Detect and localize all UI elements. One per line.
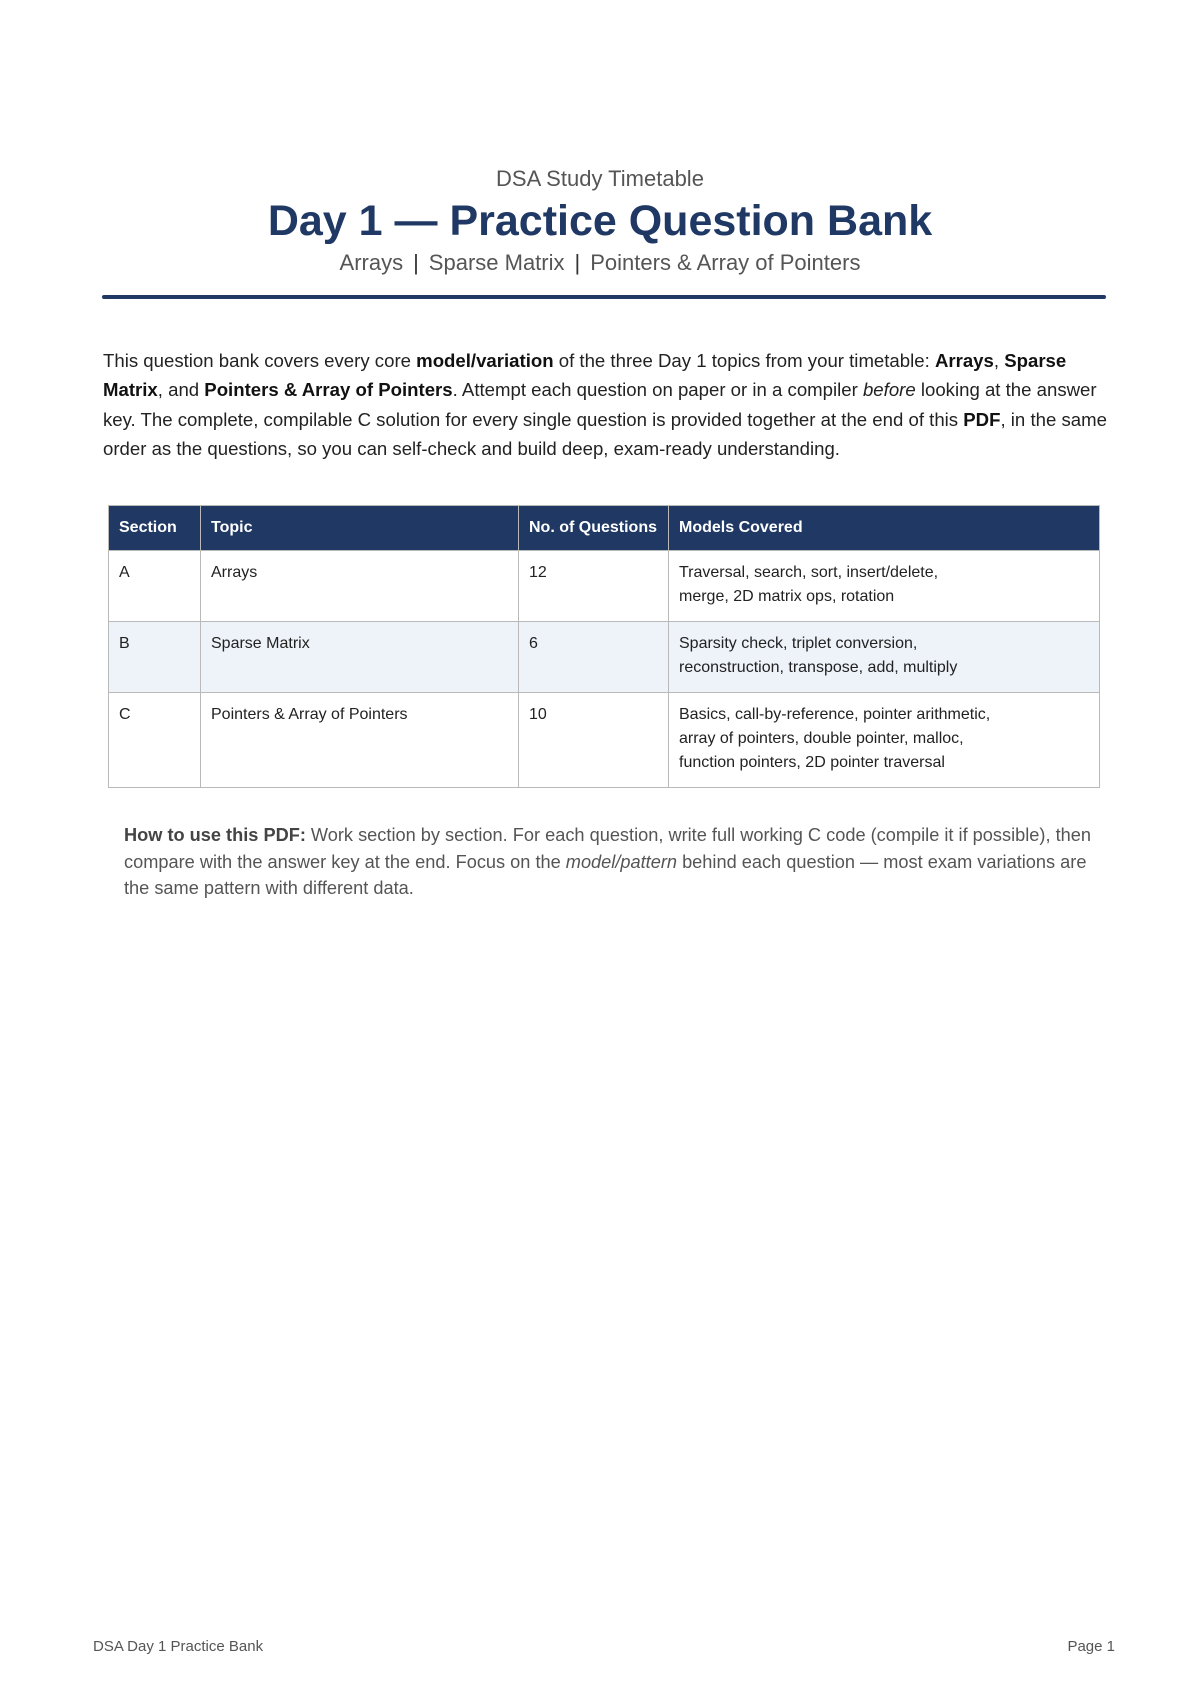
table-row [109, 622, 1100, 693]
cell-count: 10 [519, 693, 669, 788]
header-section: Section [109, 506, 201, 551]
intro-bold: Sparse Matrix [103, 349, 1067, 401]
model-line: array of pointers, double pointer, malloc, [679, 730, 964, 747]
header-count: No. of Questions [519, 506, 669, 551]
model-line: Basics, call-by-reference, pointer arithmetic, [679, 706, 991, 723]
intro-text: , [993, 349, 1005, 371]
intro-text: of the three Day 1 topics from your timetable: [553, 349, 935, 371]
model-line: merge, 2D matrix ops, rotation [679, 588, 895, 605]
header-divider [102, 295, 1106, 299]
cell-section: C [109, 693, 201, 788]
topic-sparse-matrix: Sparse Matrix [428, 250, 565, 275]
intro-italic: before [862, 379, 916, 401]
table-row [109, 551, 1100, 622]
cell-topic: Pointers & Array of Pointers [201, 693, 519, 788]
header-models: Models Covered [669, 506, 1100, 551]
cell-models [669, 622, 1100, 693]
cell-topic: Sparse Matrix [201, 622, 519, 693]
intro-text: looking at the answer key. The complete, compilable C solution for every single question is provided together at the end of this [103, 379, 1097, 430]
cell-count: 6 [519, 622, 669, 693]
model-line: Sparsity check, triplet conversion, [679, 635, 918, 652]
intro-text: , in the same order as the questions, so you can self-check and build deep, exam-ready understanding. [103, 408, 1107, 460]
topic-line [0, 250, 1200, 276]
how-to-italic: model/pattern [565, 851, 678, 872]
summary-table [108, 505, 1100, 788]
intro-paragraph [103, 346, 1113, 464]
how-to-text: behind each question — most exam variations are the same pattern with different data. [124, 851, 1087, 899]
topic-arrays: Arrays [339, 250, 404, 275]
cell-count: 12 [519, 551, 669, 622]
intro-text: , and [157, 379, 205, 401]
table-row [109, 693, 1100, 788]
cell-models [669, 551, 1100, 622]
how-to-text: Work section by section. For each question, write full working C code (compile it if possible), then compare with the answer key at the end. Focus on the [124, 825, 1091, 872]
how-to-note [124, 822, 1114, 902]
intro-bold: Pointers & Array of Pointers [204, 379, 453, 401]
intro-text: . Attempt each question on paper or in a compiler [452, 379, 863, 401]
topic-separator: | [574, 250, 581, 275]
topic-pointers: Pointers & Array of Pointers [590, 250, 861, 275]
document-kicker: DSA Study Timetable [496, 166, 704, 191]
table-header-row [109, 506, 1100, 551]
model-line: Traversal, search, sort, insert/delete, [679, 564, 939, 581]
model-line: reconstruction, transpose, add, multiply [679, 659, 958, 676]
topic-separator: | [413, 250, 419, 275]
cell-models [669, 693, 1100, 788]
header-topic: Topic [201, 506, 519, 551]
intro-bold: PDF [963, 408, 1001, 430]
document-title: Day 1 — Practice Question Bank [267, 197, 933, 245]
intro-text: This question bank covers every core [103, 349, 417, 371]
footer-document-name: DSA Day 1 Practice Bank [93, 1638, 264, 1655]
cell-section: B [109, 622, 201, 693]
model-line: function pointers, 2D pointer traversal [679, 754, 945, 771]
intro-bold: Arrays [934, 349, 994, 371]
footer-page-number: Page 1 [1067, 1638, 1115, 1655]
cell-section: A [109, 551, 201, 622]
how-to-label: How to use this PDF: [124, 825, 306, 846]
cell-topic: Arrays [201, 551, 519, 622]
intro-bold: model/variation [416, 349, 554, 371]
